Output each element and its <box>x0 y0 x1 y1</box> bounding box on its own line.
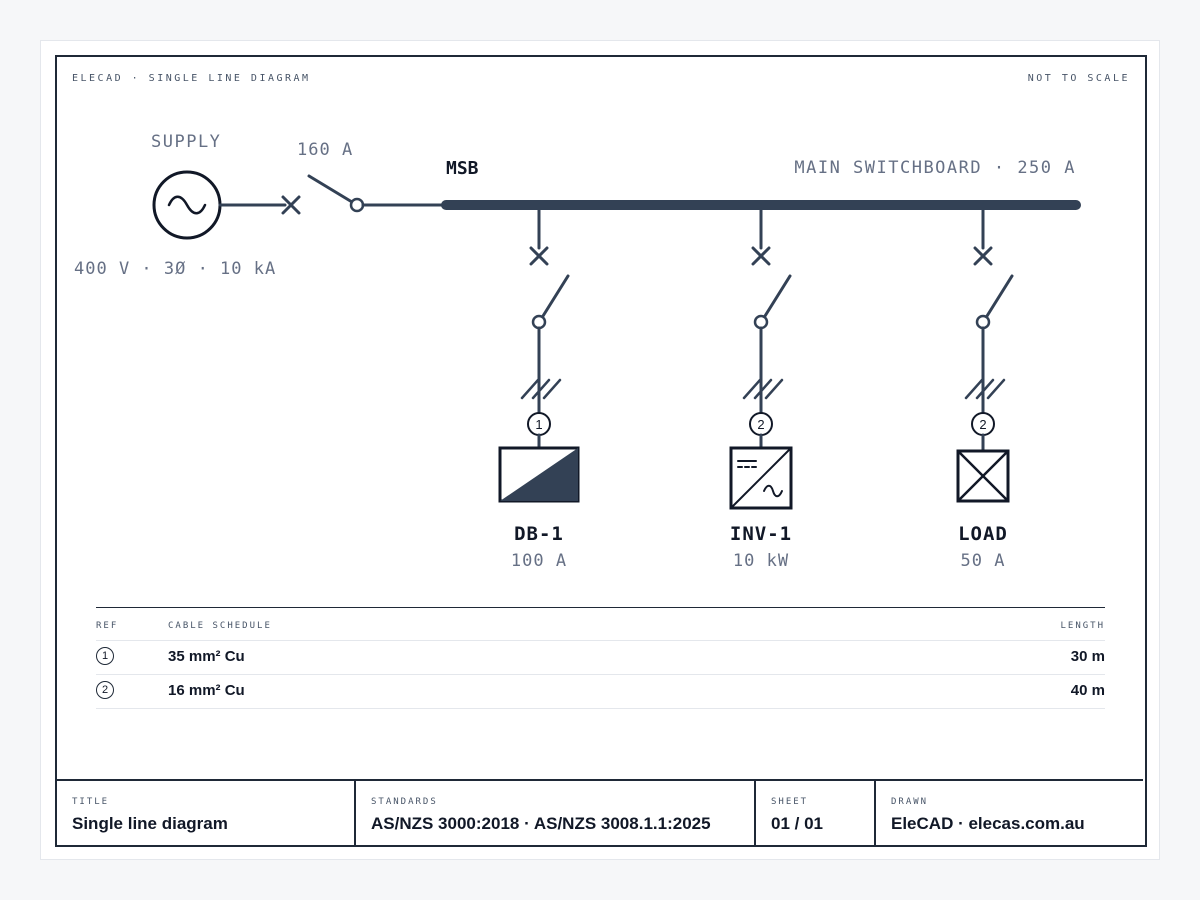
feeder-3-rating: 50 A <box>960 551 1006 571</box>
length-column-header: LENGTH <box>1060 621 1105 631</box>
supply-switch-blade <box>309 176 352 202</box>
switch-blade <box>765 276 790 316</box>
cable-column-header: CABLE SCHEDULE <box>168 621 272 631</box>
switch-blade <box>543 276 568 316</box>
header-left: ELECAD · SINGLE LINE DIAGRAM <box>72 73 311 84</box>
feeder-1-rating: 100 A <box>510 551 568 571</box>
title-block <box>57 779 1143 845</box>
feeder-load <box>958 205 1012 501</box>
supply-label: SUPPLY <box>151 132 222 152</box>
feeder-2-cable-ref: 2 <box>757 417 765 432</box>
title-label: TITLE <box>72 797 110 807</box>
feeder-3-name: LOAD <box>958 523 1008 545</box>
table-row <box>96 675 1105 709</box>
sheet-number: 01 / 01 <box>771 814 823 833</box>
switch-contact <box>977 316 989 328</box>
supply-switch-contact <box>351 199 363 211</box>
feeder-2-rating: 10 kW <box>732 551 790 571</box>
feeder-2-name: INV-1 <box>729 523 793 545</box>
drawn-label: DRAWN <box>891 797 929 807</box>
standards-label: STANDARDS <box>371 797 438 807</box>
drawing-title: Single line diagram <box>72 814 228 833</box>
title-cell <box>57 781 356 845</box>
supply-rating: 400 V · 3Ø · 10 kA <box>74 259 277 279</box>
cable-length: 30 m <box>1070 648 1105 665</box>
cable-schedule <box>96 607 1105 709</box>
feeder-db1 <box>500 205 578 501</box>
ref-marker: 1 <box>96 647 114 665</box>
cable-spec: 35 mm² Cu <box>168 648 245 665</box>
cable-schedule-header <box>96 607 1105 641</box>
feeder-1-cable-ref: 1 <box>535 417 543 432</box>
switch-contact <box>533 316 545 328</box>
ref-marker: 2 <box>96 681 114 699</box>
cable-spec: 16 mm² Cu <box>168 682 245 699</box>
drawn-by: EleCAD · elecas.com.au <box>891 814 1085 833</box>
feeder-1-name: DB-1 <box>514 523 564 545</box>
ref-column-header: REF <box>96 621 119 631</box>
standards-cell <box>356 781 756 845</box>
header-right: NOT TO SCALE <box>1027 73 1130 84</box>
feeder-3-cable-ref: 2 <box>979 417 987 432</box>
drawn-cell <box>876 781 1143 845</box>
table-row <box>96 641 1105 675</box>
switch-contact <box>755 316 767 328</box>
cable-length: 40 m <box>1070 682 1105 699</box>
ac-sine-icon <box>169 197 205 214</box>
switch-blade <box>987 276 1012 316</box>
standards-value: AS/NZS 3000:2018 · AS/NZS 3008.1.1:2025 <box>371 814 711 833</box>
sheet-label: SHEET <box>771 797 809 807</box>
feeder-inv1 <box>731 205 791 508</box>
busbar-name: MSB <box>446 158 479 179</box>
sheet-cell <box>756 781 876 845</box>
supply-breaker-rating: 160 A <box>297 140 354 160</box>
busbar-description: MAIN SWITCHBOARD · 250 A <box>794 158 1076 178</box>
